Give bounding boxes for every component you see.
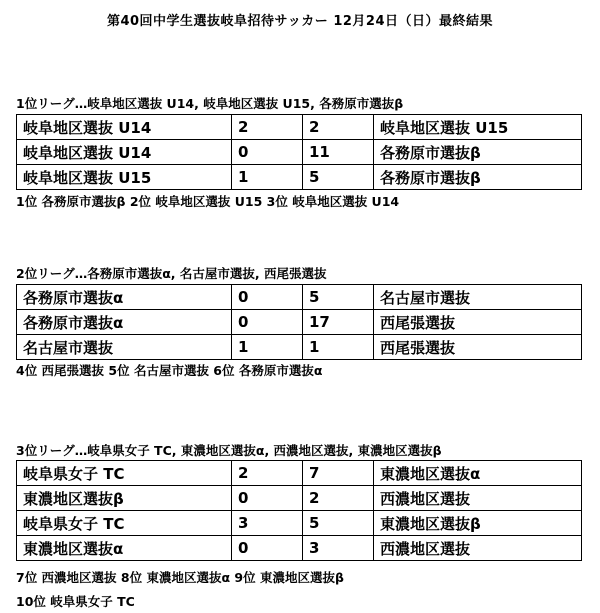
team2-cell: 名古屋市選抜 bbox=[374, 285, 582, 310]
score1-cell: 1 bbox=[232, 335, 303, 360]
team2-cell: 西濃地区選抜 bbox=[374, 486, 582, 511]
team1-cell: 岐阜地区選抜 U14 bbox=[17, 115, 232, 140]
team2-cell: 各務原市選抜β bbox=[374, 165, 582, 190]
table-row bbox=[17, 140, 582, 165]
table-row bbox=[17, 165, 582, 190]
league-3-results-table bbox=[16, 460, 582, 561]
league-3-ranking-continued: 10位 岐阜県女子 TC bbox=[16, 594, 135, 609]
score2-cell: 5 bbox=[303, 165, 374, 190]
score2-cell: 3 bbox=[303, 536, 374, 561]
score1-cell: 0 bbox=[232, 536, 303, 561]
table-row bbox=[17, 461, 582, 486]
team2-cell: 各務原市選抜β bbox=[374, 140, 582, 165]
team2-cell: 東濃地区選抜α bbox=[374, 461, 582, 486]
score1-cell: 0 bbox=[232, 486, 303, 511]
table-row bbox=[17, 115, 582, 140]
team1-cell: 岐阜県女子 TC bbox=[17, 511, 232, 536]
score2-cell: 2 bbox=[303, 486, 374, 511]
team1-cell: 岐阜地区選抜 U15 bbox=[17, 165, 232, 190]
league-1-header: 1位リーグ…岐阜地区選抜 U14, 岐阜地区選抜 U15, 各務原市選抜β bbox=[16, 96, 404, 111]
team1-cell: 岐阜地区選抜 U14 bbox=[17, 140, 232, 165]
page-title: 第40回中学生選抜岐阜招待サッカー 12月24日（日）最終結果 bbox=[106, 14, 494, 29]
score2-cell: 5 bbox=[303, 285, 374, 310]
score1-cell: 0 bbox=[232, 285, 303, 310]
team1-cell: 東濃地区選抜β bbox=[17, 486, 232, 511]
team2-cell: 岐阜地区選抜 U15 bbox=[374, 115, 582, 140]
score2-cell: 11 bbox=[303, 140, 374, 165]
score2-cell: 7 bbox=[303, 461, 374, 486]
team1-cell: 岐阜県女子 TC bbox=[17, 461, 232, 486]
score2-cell: 17 bbox=[303, 310, 374, 335]
league-2-header: 2位リーグ…各務原市選抜α, 名古屋市選抜, 西尾張選抜 bbox=[16, 266, 327, 281]
score1-cell: 3 bbox=[232, 511, 303, 536]
league-1-results-table bbox=[16, 114, 582, 190]
team2-cell: 西濃地区選抜 bbox=[374, 536, 582, 561]
table-row bbox=[17, 536, 582, 561]
team2-cell: 西尾張選抜 bbox=[374, 310, 582, 335]
table-row bbox=[17, 511, 582, 536]
league-2-results-table bbox=[16, 284, 582, 360]
table-row bbox=[17, 285, 582, 310]
score2-cell: 1 bbox=[303, 335, 374, 360]
league-3-ranking: 7位 西濃地区選抜 8位 東濃地区選抜α 9位 東濃地区選抜β bbox=[16, 570, 344, 585]
score2-cell: 5 bbox=[303, 511, 374, 536]
team2-cell: 東濃地区選抜β bbox=[374, 511, 582, 536]
league-1-ranking: 1位 各務原市選抜β 2位 岐阜地区選抜 U15 3位 岐阜地区選抜 U14 bbox=[16, 194, 400, 209]
team1-cell: 名古屋市選抜 bbox=[17, 335, 232, 360]
score1-cell: 0 bbox=[232, 310, 303, 335]
score1-cell: 2 bbox=[232, 115, 303, 140]
team1-cell: 各務原市選抜α bbox=[17, 285, 232, 310]
league-2-ranking: 4位 西尾張選抜 5位 名古屋市選抜 6位 各務原市選抜α bbox=[16, 363, 323, 378]
table-row bbox=[17, 310, 582, 335]
score2-cell: 2 bbox=[303, 115, 374, 140]
table-row bbox=[17, 486, 582, 511]
score1-cell: 2 bbox=[232, 461, 303, 486]
league-3-header: 3位リーグ…岐阜県女子 TC, 東濃地区選抜α, 西濃地区選抜, 東濃地区選抜β bbox=[16, 443, 442, 458]
score1-cell: 0 bbox=[232, 140, 303, 165]
table-row bbox=[17, 335, 582, 360]
team1-cell: 東濃地区選抜α bbox=[17, 536, 232, 561]
score1-cell: 1 bbox=[232, 165, 303, 190]
team2-cell: 西尾張選抜 bbox=[374, 335, 582, 360]
team1-cell: 各務原市選抜α bbox=[17, 310, 232, 335]
